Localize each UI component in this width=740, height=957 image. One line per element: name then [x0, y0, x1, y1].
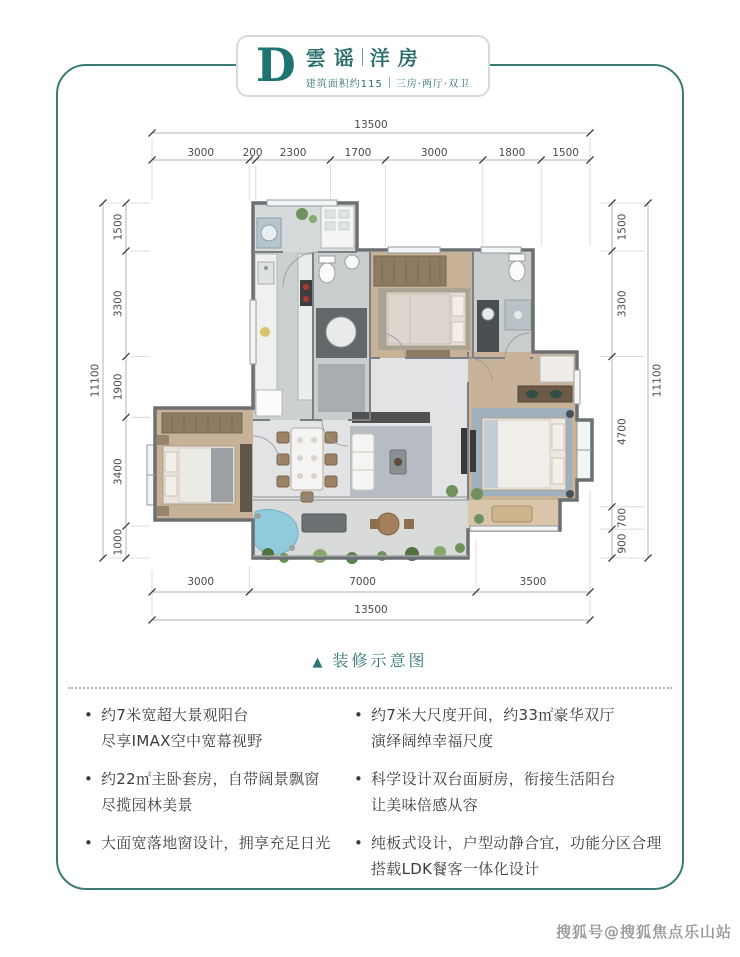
washbasin: [482, 308, 494, 320]
unit-type-label: D: [255, 38, 296, 93]
outdoor-chair: [370, 519, 380, 529]
plan-caption: [0, 648, 740, 671]
watermark: 搜狐号@搜狐焦点乐山站: [555, 923, 732, 941]
feature-item: • 纯板式设计，户型动静合宜，功能分区合理 搭载LDK餐客一体化设计: [354, 830, 666, 882]
feature-item: • 约22㎡主卧套房，自带阔景飘窗 尽揽园林美景: [84, 766, 352, 818]
toilet: [319, 263, 335, 283]
dim-total-top: 13500: [354, 119, 388, 131]
plant: [471, 488, 483, 500]
tv-console: [470, 430, 476, 472]
lounge-chair: [492, 506, 532, 522]
washbasin: [345, 255, 359, 269]
feature-item: • 科学设计双台面厨房，衔接生活阳台 让美味倍感从容: [354, 766, 666, 818]
bathtub: [326, 317, 356, 347]
caption-text: 装修示意图: [332, 651, 428, 670]
feature-list: [84, 702, 666, 894]
title-primary: 雲谣: [305, 46, 362, 70]
feature-column-right: [354, 702, 666, 894]
dim-top-seg: 1800: [498, 147, 526, 159]
plant: [474, 514, 484, 524]
kitchen-sink: [258, 262, 274, 284]
dim-top-seg: 3000: [420, 147, 448, 159]
dim-left-seg: 3400: [112, 458, 125, 486]
bed-bench: [406, 350, 450, 357]
pillow: [452, 296, 464, 316]
closet: [540, 356, 574, 382]
dim-left-seg: 3300: [112, 290, 125, 318]
dim-bottom-seg: 3500: [519, 576, 547, 588]
flowers: [260, 327, 270, 337]
nightstand: [157, 435, 169, 445]
layout-text: 三房·两厅·双卫: [395, 79, 471, 90]
dim-top-seg: 200: [242, 147, 263, 159]
fridge: [256, 390, 282, 416]
window: [574, 370, 580, 404]
dim-top-seg: 2300: [279, 147, 307, 159]
title-divider: [362, 48, 363, 66]
duvet: [388, 294, 450, 344]
window: [267, 200, 337, 206]
wardrobe: [374, 256, 446, 286]
sofa: [352, 434, 374, 490]
feature-item: • 约7米宽超大景观阳台 尽享IMAX空中宽幕视野: [84, 702, 352, 754]
window: [481, 247, 521, 253]
dim-top-seg: 3000: [187, 147, 215, 159]
dim-total-bottom: 13500: [354, 604, 388, 616]
dim-total-right: 11100: [651, 363, 664, 398]
wardrobe: [162, 413, 242, 433]
outdoor-table: [377, 513, 399, 535]
pillow: [452, 322, 464, 342]
feature-item: • 约7米大尺度开间，约33㎡豪华双厅 演绎阔绰幸福尺度: [354, 702, 666, 754]
washer-door: [261, 225, 277, 241]
dotted-divider: [68, 687, 672, 689]
tv-console: [461, 428, 467, 474]
kitchen-counter-2: [298, 254, 313, 400]
floor-plan: [60, 112, 685, 637]
throw-blanket: [484, 420, 498, 488]
dim-right-seg: 1500: [616, 213, 629, 241]
outdoor-bench: [302, 514, 346, 532]
media-console: [352, 412, 430, 423]
dim-left-seg: 1500: [112, 213, 125, 241]
area-text: 建筑面积约115: [305, 79, 383, 90]
plan-header-card: [236, 35, 490, 97]
pillow: [165, 476, 177, 496]
dim-left-seg: 1900: [112, 373, 125, 401]
dim-bottom-seg: 3000: [187, 576, 215, 588]
throw-blanket: [211, 448, 233, 502]
terrace-window: [470, 526, 558, 531]
window: [388, 247, 440, 253]
dim-bottom-seg: 7000: [349, 576, 376, 588]
plant: [446, 485, 458, 497]
triangle-icon: ▲: [312, 655, 323, 670]
nightstand: [157, 506, 169, 516]
feature-item: • 大面宽落地窗设计，拥享充足日光: [84, 830, 352, 856]
dim-total-left: 11100: [89, 363, 102, 398]
plant: [309, 215, 317, 223]
plant: [296, 208, 308, 220]
pillow: [165, 452, 177, 472]
dim-right-seg: 3300: [616, 290, 629, 318]
toilet: [509, 261, 525, 281]
dim-top-seg: 1700: [344, 147, 372, 159]
cooktop: [300, 280, 312, 306]
title-secondary: 洋房: [369, 46, 426, 70]
room-hallway: [370, 358, 468, 420]
dim-right-seg: 900: [616, 533, 629, 554]
pillow: [552, 424, 564, 450]
bath-mat: [318, 364, 365, 412]
feature-column-left: [84, 702, 352, 894]
subtitle-divider: [389, 77, 390, 88]
dining-table: [291, 428, 323, 490]
outdoor-chair: [404, 519, 414, 529]
dim-left-seg: 1000: [112, 528, 125, 556]
pillow: [552, 458, 564, 484]
dim-top-seg: 1500: [552, 147, 579, 159]
dim-right-seg: 4700: [616, 418, 629, 446]
dim-right-seg: 700: [616, 507, 629, 529]
window: [250, 300, 256, 364]
wardrobe: [240, 444, 252, 512]
